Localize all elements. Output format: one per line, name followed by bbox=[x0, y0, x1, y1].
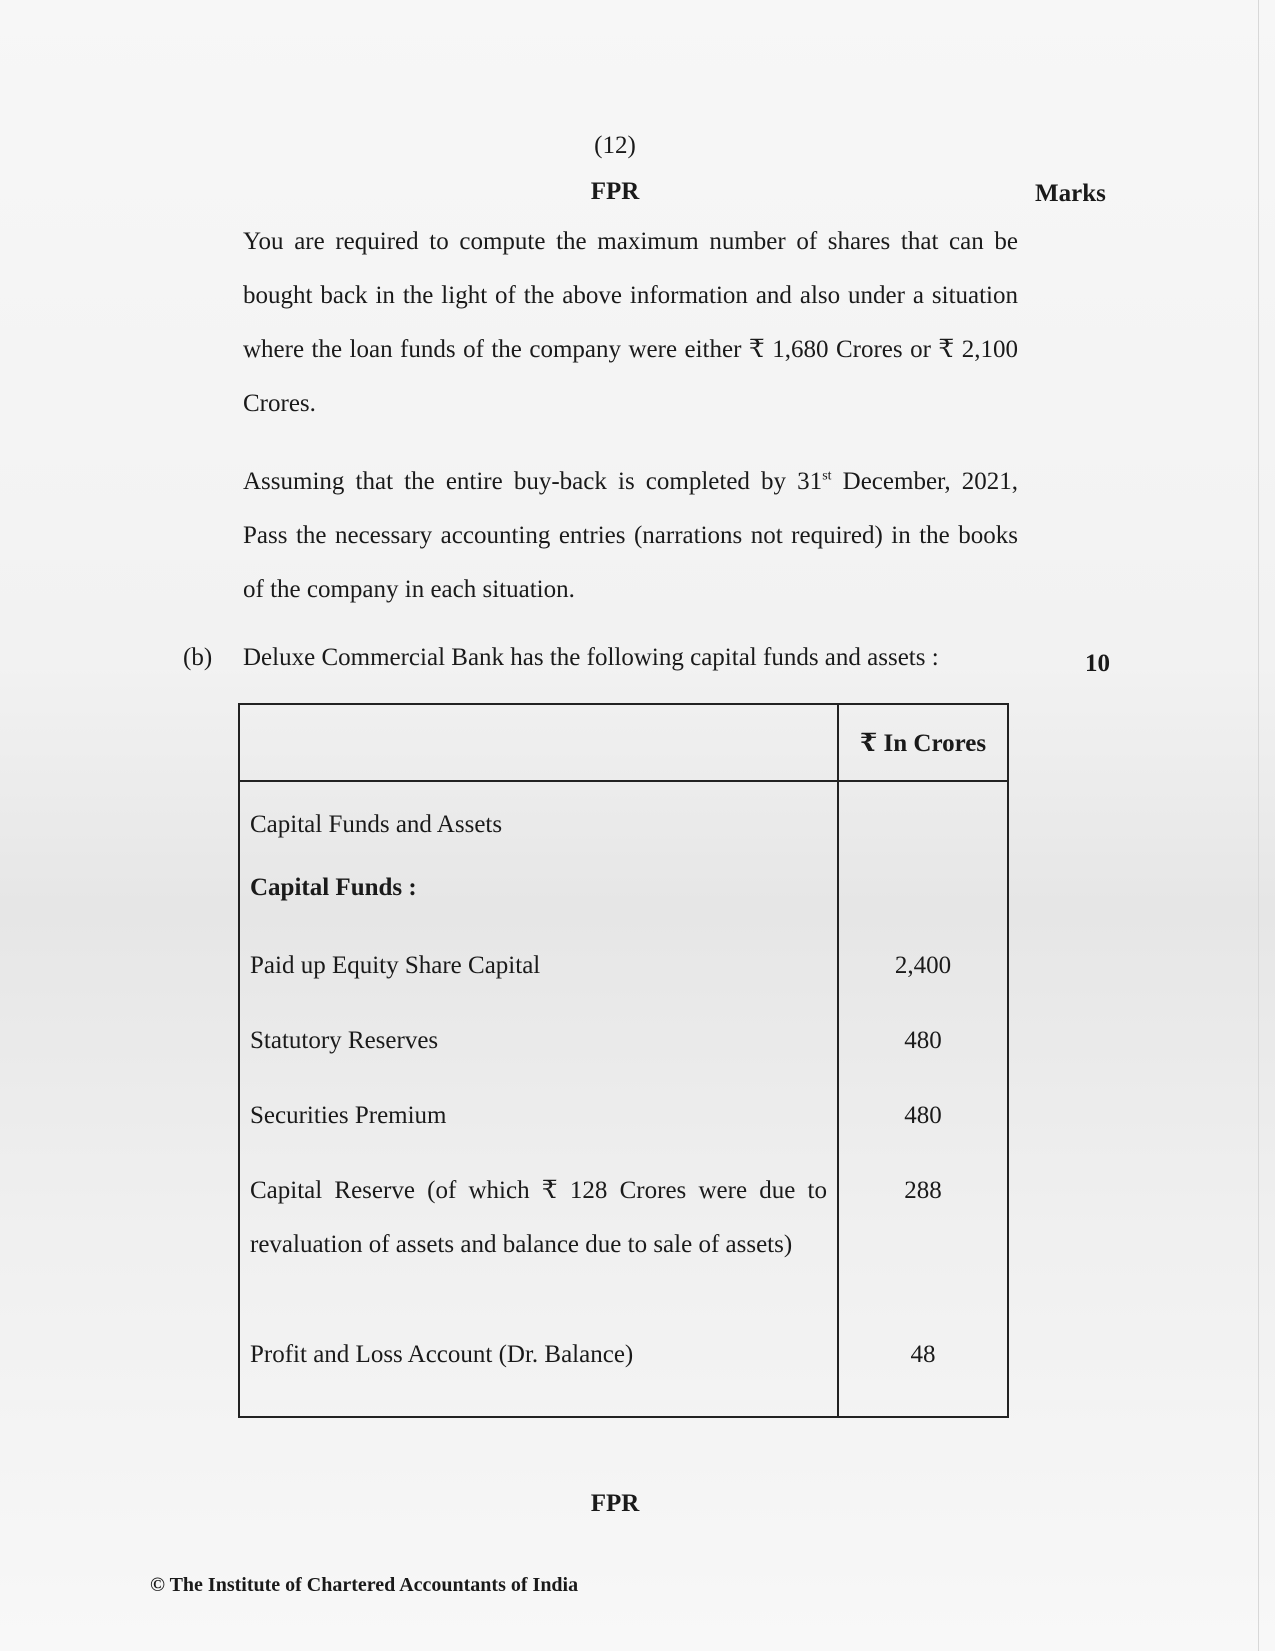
question-b-label: (b) bbox=[183, 644, 213, 671]
paper-code-header: FPR bbox=[590, 178, 640, 205]
row-amount: 2,400 bbox=[838, 933, 1008, 1008]
row-amount: 48 bbox=[838, 1328, 1008, 1417]
table-row bbox=[239, 1158, 1008, 1328]
row-description: Capital Funds : bbox=[239, 861, 838, 933]
row-description: Paid up Equity Share Capital bbox=[239, 933, 838, 1008]
capital-funds-table bbox=[238, 703, 1009, 1418]
table-row bbox=[239, 861, 1008, 933]
row-amount bbox=[838, 861, 1008, 933]
row-description: Capital Funds and Assets bbox=[239, 781, 838, 861]
table-row bbox=[239, 1328, 1008, 1417]
question-b-marks: 10 bbox=[1085, 650, 1110, 677]
table-row bbox=[239, 1008, 1008, 1083]
marks-column-label: Marks bbox=[1035, 180, 1106, 207]
header-amount: ₹ In Crores bbox=[838, 704, 1008, 781]
row-description: Securities Premium bbox=[239, 1083, 838, 1158]
row-amount: 480 bbox=[838, 1083, 1008, 1158]
continuation-paragraph-2 bbox=[243, 455, 1018, 617]
table-header-row bbox=[239, 704, 1008, 781]
ordinal-suffix: st bbox=[822, 468, 832, 484]
scan-edge-line bbox=[1258, 0, 1259, 1651]
row-amount bbox=[838, 781, 1008, 861]
paragraph-2-end: December, 2021, Pass the necessary accounting entries (narrations not required) in the books of the company in each situation. bbox=[243, 468, 1018, 603]
page-number: (12) bbox=[594, 132, 636, 159]
row-amount: 480 bbox=[838, 1008, 1008, 1083]
table-row bbox=[239, 933, 1008, 1008]
copyright-notice: © The Institute of Chartered Accountants of India bbox=[150, 1574, 579, 1596]
continuation-paragraph-1: You are required to compute the maximum number of shares that can be bought back in the light of the above information and also under a situation where the loan funds of the company were either ₹ 1,680 Crores or ₹ 2,100 Crores. bbox=[243, 228, 1018, 417]
row-amount: 288 bbox=[838, 1158, 1008, 1328]
paper-code-footer: FPR bbox=[590, 1490, 640, 1517]
table-row bbox=[239, 781, 1008, 861]
header-description bbox=[239, 704, 838, 781]
row-description: Statutory Reserves bbox=[239, 1008, 838, 1083]
row-description: Profit and Loss Account (Dr. Balance) bbox=[239, 1328, 838, 1417]
row-description: Capital Reserve (of which ₹ 128 Crores were due to revaluation of assets and balance due to sale of assets) bbox=[239, 1158, 838, 1328]
question-b-text: Deluxe Commercial Bank has the following capital funds and assets : bbox=[243, 644, 939, 671]
paragraph-2-start: Assuming that the entire buy-back is completed by 31 bbox=[243, 468, 823, 495]
table-row bbox=[239, 1083, 1008, 1158]
